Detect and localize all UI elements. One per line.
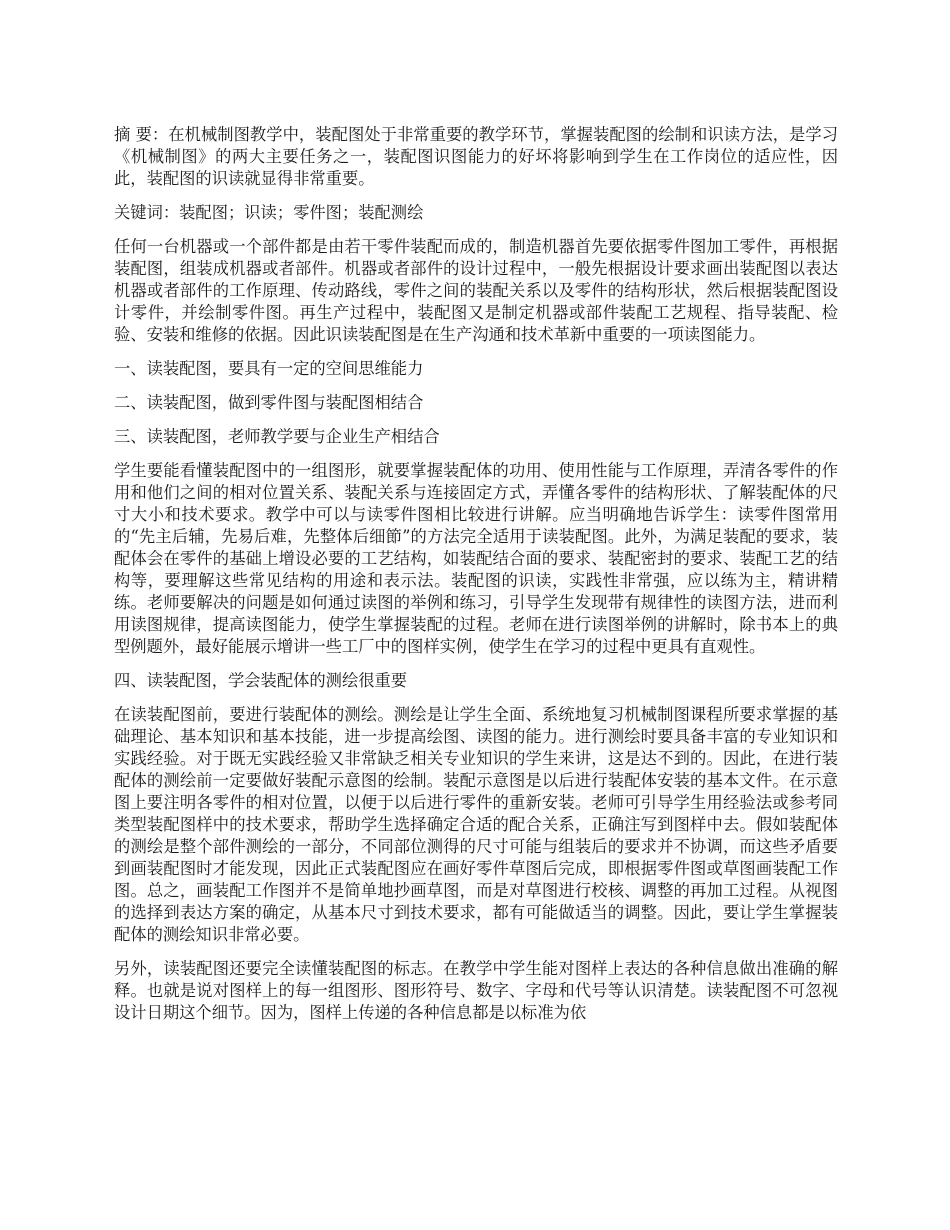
section-heading-4: 四、读装配图，学会装配体的测绘很重要 (114, 671, 408, 690)
section-4-paragraph: 在读装配图前，要进行装配体的测绘。测绘是让学生全面、系统地复习机械制图课程所要求掌握的基础理论、基本知识和基本技能，进一步提高绘图、读图的能力。进行测绘时要具备丰富的专业知识和实践经验。对于既无实践经验又非常缺乏相关专业知识的学生来讲，这是达不到的。因此，在进行装配体的测绘前一定要做好装配示意图的绘制。装配示意图是以后进行装配体安装的基本文件。在示意图上要注明各零件的相对位置，以便于以后进行零件的重新安装。老师可引导学生用经验法或参考同类型装配图样中的技术要求，帮助学生选择确定合适的配合关系，正确注写到图样中去。假如装配体的测绘是整个部件测绘的一部分，不同部位测得的尺寸可能与组装后的要求并不协调，而这些矛盾要到画装配图时才能发现，因此正式装配图应在画好零件草图后完成，即根据零件图或草图画装配工作图。总之，画装配工作图并不是简单地抄画草图，而是对草图进行校核、调整的再加工过程。从视图的选择到表达方案的确定，从基本尺寸到技术要求，都有可能做适当的调整。因此，要让学生掌握装配体的测绘知识非常必要。 (114, 705, 838, 944)
section-heading-1: 一、读装配图，要具有一定的空间思维能力 (114, 359, 424, 378)
section-heading-2: 二、读装配图，做到零件图与装配图相结合 (114, 393, 424, 412)
section-heading-3: 三、读装配图，老师教学要与企业生产相结合 (114, 427, 440, 446)
abstract-paragraph: 摘 要：在机械制图教学中，装配图处于非常重要的教学环节，掌握装配图的绘制和识读方法，是学习《机械制图》的两大主要任务之一，装配图识图能力的好坏将影响到学生在工作岗位的适应性，因此，装配图的识读就显得非常重要。 (114, 125, 838, 188)
intro-paragraph: 任何一台机器或一个部件都是由若干零件装配而成的，制造机器首先要依据零件图加工零件，再根据装配图，组装成机器或者部件。机器或者部件的设计过程中，一般先根据设计要求画出装配图以表达机器或者部件的工作原理、传动路线，零件之间的装配关系以及零件的结构形状，然后根据装配图设计零件，并绘制零件图。再生产过程中，装配图又是制定机器或部件装配工艺规程、指导装配、检验、安装和维修的依据。因此识读装配图是在生产沟通和技术革新中重要的一项读图能力。 (114, 237, 838, 344)
keywords-line: 关键词：装配图；识读；零件图；装配测绘 (114, 203, 424, 222)
section-3-paragraph: 学生要能看懂装配图中的一组图形，就要掌握装配体的功用、使用性能与工作原理，弄清各零件的作用和他们之间的相对位置关系、装配关系与连接固定方式，弄懂各零件的结构形状、了解装配体的尺寸大小和技术要求。教学中可以与读零件图相比较进行讲解。应当明确地告诉学生：读零件图常用的“先主后辅，先易后难，先整体后细節”的方法完全适用于读装配图。此外，为满足装配的要求，装配体会在零件的基础上增设必要的工艺结构，如装配结合面的要求、装配密封的要求、装配工艺的结构等，要理解这些常见结构的用途和表示法。装配图的识读，实践性非常强，应以练为主，精讲精练。老师要解决的问题是如何通过读图的举例和练习，引导学生发现带有规律性的读图方法，进而利用读图规律，提高读图能力，使学生掌握装配的过程。老师在进行读图举例的讲解时，除书本上的典型例题外，最好能展示增讲一些工厂中的图样实例，使学生在学习的过程中更具有直观性。 (114, 461, 838, 656)
closing-paragraph: 另外，读装配图还要完全读懂装配图的标志。在教学中学生能对图样上表达的各种信息做出准确的解释。也就是说对图样上的每一组图形、图形符号、数字、字母和代号等认识清楚。读装配图不可忽视设计日期这个细节。因为，图样上传递的各种信息都是以标准为依 (114, 959, 838, 1022)
document-page (114, 124, 838, 1036)
